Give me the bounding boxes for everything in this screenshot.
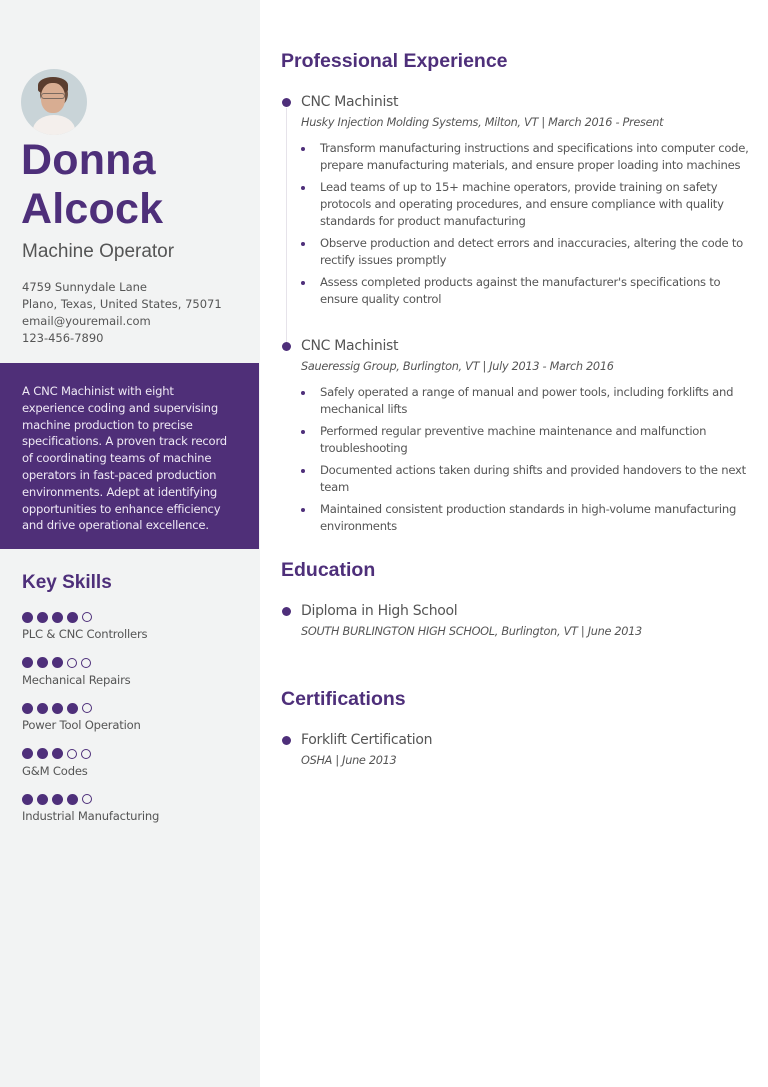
rating-dot-empty — [67, 658, 77, 668]
job-details: Saueressig Group, Burlington, VT | July 2013 - March 2016 — [301, 360, 614, 373]
skill-item — [22, 747, 159, 793]
job-role: CNC Machinist — [301, 338, 399, 354]
rating-dot-filled — [37, 794, 48, 805]
skill-name: Mechanical Repairs — [22, 672, 131, 687]
phone[interactable]: 123-456-7890 — [22, 331, 104, 345]
rating-dot-filled — [37, 612, 48, 623]
experience-heading: Professional Experience — [281, 50, 508, 72]
rating-dot-empty — [67, 749, 77, 759]
rating-dot-filled — [22, 657, 33, 668]
first-name: Donna — [21, 136, 156, 184]
timeline-dot-icon — [282, 342, 291, 351]
timeline-dot-icon — [282, 607, 291, 616]
job-bullet: Safely operated a range of manual and power tools, including forklifts and mechanical lifts — [301, 384, 761, 418]
certifications-heading: Certifications — [281, 688, 406, 710]
skill-item — [22, 701, 159, 747]
address-line: 4759 Sunnydale Lane — [22, 280, 147, 294]
skill-rating — [22, 701, 159, 715]
certification-name: Forklift Certification — [301, 732, 433, 748]
rating-dot-filled — [22, 612, 33, 623]
education-entry — [281, 602, 761, 638]
skill-item — [22, 656, 159, 702]
rating-dot-empty — [82, 703, 92, 713]
rating-dot-filled — [37, 657, 48, 668]
rating-dot-filled — [22, 748, 33, 759]
skill-name: PLC & CNC Controllers — [22, 627, 148, 641]
rating-dot-filled — [52, 612, 63, 623]
rating-dot-empty — [82, 612, 92, 622]
city-line: Plano, Texas, United States, 75071 — [22, 297, 222, 311]
rating-dot-filled — [52, 657, 63, 668]
job-bullet: Performed regular preventive machine maintenance and malfunction troubleshooting — [301, 423, 761, 457]
certification-entry — [281, 731, 761, 767]
job-title: Machine Operator — [22, 241, 175, 262]
job-bullet: Maintained consistent production standards in high-volume manufacturing environments — [301, 501, 761, 535]
job-bullet: Assess completed products against the manufacturer's specifications to ensure quality control — [301, 274, 761, 308]
skill-rating — [22, 656, 159, 670]
rating-dot-filled — [22, 703, 33, 714]
rating-dot-filled — [52, 794, 63, 805]
rating-dot-filled — [67, 703, 78, 714]
job-header — [281, 337, 761, 355]
education-details: SOUTH BURLINGTON HIGH SCHOOL, Burlington, VT | June 2013 — [301, 625, 642, 638]
rating-dot-filled — [52, 748, 63, 759]
last-name: Alcock — [21, 185, 164, 233]
job-bullet: Documented actions taken during shifts and provided handovers to the next team — [301, 462, 761, 496]
email[interactable]: email@youremail.com — [22, 314, 151, 328]
skill-name: G&M Codes — [22, 763, 88, 778]
rating-dot-empty — [81, 749, 91, 759]
main-content — [260, 0, 768, 1087]
job-bullets — [301, 384, 761, 535]
rating-dot-empty — [82, 794, 92, 804]
job-details: Husky Injection Molding Systems, Milton, VT | March 2016 - Present — [301, 116, 664, 129]
rating-dot-empty — [81, 658, 91, 668]
certification-header — [281, 731, 761, 749]
skill-rating — [22, 792, 159, 806]
job-entry — [281, 93, 761, 313]
rating-dot-filled — [67, 794, 78, 805]
certification-details: OSHA | June 2013 — [301, 754, 397, 767]
degree: Diploma in High School — [301, 603, 458, 619]
job-bullet: Lead teams of up to 15+ machine operators, provide training on safety protocols and operating procedures, and ensure compliance with quality standards for product manufacturing — [301, 179, 761, 230]
skill-rating — [22, 747, 159, 761]
candidate-name — [21, 136, 163, 234]
rating-dot-filled — [67, 612, 78, 623]
skill-name: Power Tool Operation — [22, 718, 141, 732]
skills-heading: Key Skills — [22, 572, 112, 593]
job-bullet: Transform manufacturing instructions and specifications into computer code, prepare manufacturing materials, and ensure proper loading into machines — [301, 140, 761, 174]
rating-dot-filled — [52, 703, 63, 714]
contact-info — [22, 279, 222, 347]
timeline-dot-icon — [282, 98, 291, 107]
job-entry — [281, 337, 761, 540]
photo-glasses — [41, 93, 65, 99]
job-role: CNC Machinist — [301, 94, 399, 110]
timeline-dot-icon — [282, 736, 291, 745]
skill-item — [22, 610, 159, 656]
skill-rating — [22, 610, 159, 624]
skills-list — [22, 610, 159, 838]
summary-box — [0, 363, 259, 549]
skill-name: Industrial Manufacturing — [22, 809, 160, 823]
job-header — [281, 93, 761, 111]
skill-item — [22, 792, 159, 838]
job-bullets — [301, 140, 761, 308]
rating-dot-filled — [37, 703, 48, 714]
profile-photo — [21, 69, 87, 135]
rating-dot-filled — [37, 748, 48, 759]
rating-dot-filled — [22, 794, 33, 805]
photo-shoulders — [33, 115, 75, 135]
job-bullet: Observe production and detect errors and inaccuracies, altering the code to rectify issues promptly — [301, 235, 761, 269]
summary-text: A CNC Machinist with eight experience coding and supervising machine production to precise specifications. A proven track record of coordinating teams of machine operators in fast-paced production environments. Adept at identifying opportunities to enhance efficiency and drive operational excellence. — [22, 384, 227, 533]
education-heading: Education — [281, 559, 376, 581]
sidebar — [0, 0, 260, 1087]
education-header — [281, 602, 761, 620]
